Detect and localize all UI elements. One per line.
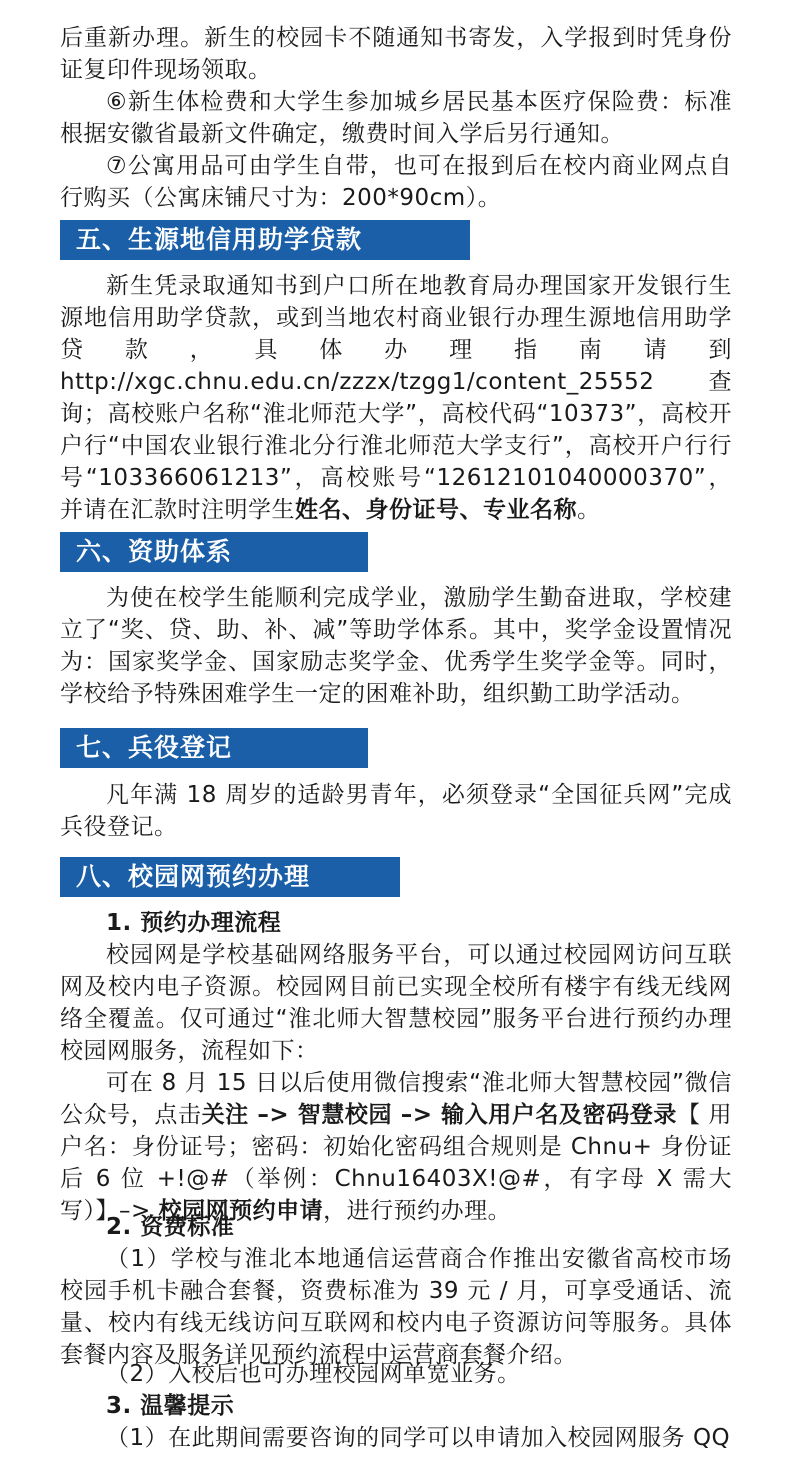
section-heading-8: 八、校园网预约办理: [60, 857, 400, 897]
s8-steps-c: 【 用户名：身份证号；密码：初始化密码组合规则是 Chnu+ 身份证后 6 位 +!@#（举例：Chnu16403X!@#，有字母 X 需大写）】–>: [60, 1102, 732, 1224]
s4-item-6: ⑥新生体检费和大学生参加城乡居民基本医疗保险费：标准根据安徽省最新文件确定，缴费时间入学后另行通知。: [60, 89, 732, 147]
s8-steps-e: ，进行预约办理。: [323, 1198, 512, 1224]
s8-paragraph-steps: [60, 1067, 732, 1227]
s8-steps-bold-2: 校园网预约申请: [158, 1198, 324, 1224]
s8-steps-bold-1: 关注 –> 智慧校园 –> 输入用户名及密码登录: [201, 1102, 677, 1128]
s8-fee-item-2: （2）入校后也可办理校园网单宽业务。: [106, 1361, 521, 1387]
s7-paragraph: 凡年满 18 周岁的适龄男青年，必须登录“全国征兵网”完成兵役登记。: [60, 782, 732, 840]
s5-paragraph: [60, 270, 732, 526]
s8-paragraph-intro: 校园网是学校基础网络服务平台，可以通过校园网访问互联网及校内电子资源。校园网目前已实现全校所有楼宇有线无线网络全覆盖。仅可通过“淮北师大智慧校园”服务平台进行预约办理校园网服务，流程如下：: [60, 942, 732, 1064]
s8-tip-item-1: （1）在此期间需要咨询的同学可以申请加入校园网服务 QQ: [106, 1425, 731, 1451]
s6-paragraph: 为使在校学生能顺利完成学业，激励学生勤奋进取，学校建立了“奖、贷、助、补、减”等助学体系。其中，奖学金设置情况为：国家奖学金、国家励志奖学金、优秀学生奖学金等。同时，学校给予特殊困难学生一定的困难补助，组织勤工助学活动。: [60, 585, 732, 707]
s5-body-bold: 姓名、身份证号、专业名称: [295, 497, 577, 523]
section-heading-6: 六、资助体系: [60, 532, 368, 572]
s8-subheading-3: 3. 温馨提示: [106, 1393, 235, 1419]
section-heading-7: 七、兵役登记: [60, 728, 368, 768]
section-heading-5: 五、生源地信用助学贷款: [60, 220, 470, 260]
s8-subheading-2: 2. 资费标准: [106, 1214, 235, 1240]
s8-fee-item-1: （1）学校与淮北本地通信运营商合作推出安徽省高校市场校园手机卡融合套餐，资费标准为 39 元 / 月，可享受通话、流量、校内有线无线访问互联网和校内电子资源访问等服务。具体套餐内容及服务详见预约流程中运营商套餐介绍。: [60, 1246, 732, 1368]
s5-body-text: 新生凭录取通知书到户口所在地教育局办理国家开发银行生源地信用助学贷款，或到当地农村商业银行办理生源地信用助学贷款，具体办理指南请到 http://xgc.chnu.edu.cn/zzzx/tzgg1/content_25552 查询；高校账户名称“淮北师范大学”，高校代码“10373”，高校开户行“中国农业银行淮北分行淮北师范大学支行”，高校开户行行号“103366061213”，高校账号“12612101040000370”，并请在汇款时注明学生: [60, 273, 732, 523]
s5-body-end: 。: [577, 497, 601, 523]
s8-subheading-1: 1. 预约办理流程: [106, 910, 282, 936]
s4-item-7: ⑦公寓用品可由学生自带，也可在报到后在校内商业网点自行购买（公寓床铺尺寸为：200*90cm）。: [60, 153, 732, 211]
s8-steps-a: 可在 8 月 15 日以后使用微信搜索“淮北师大智慧校园”微信公众号，点击: [60, 1070, 732, 1128]
s4-paragraph-campus-card: 后重新办理。新生的校园卡不随通知书寄发，入学报到时凭身份证复印件现场领取。: [60, 25, 732, 83]
